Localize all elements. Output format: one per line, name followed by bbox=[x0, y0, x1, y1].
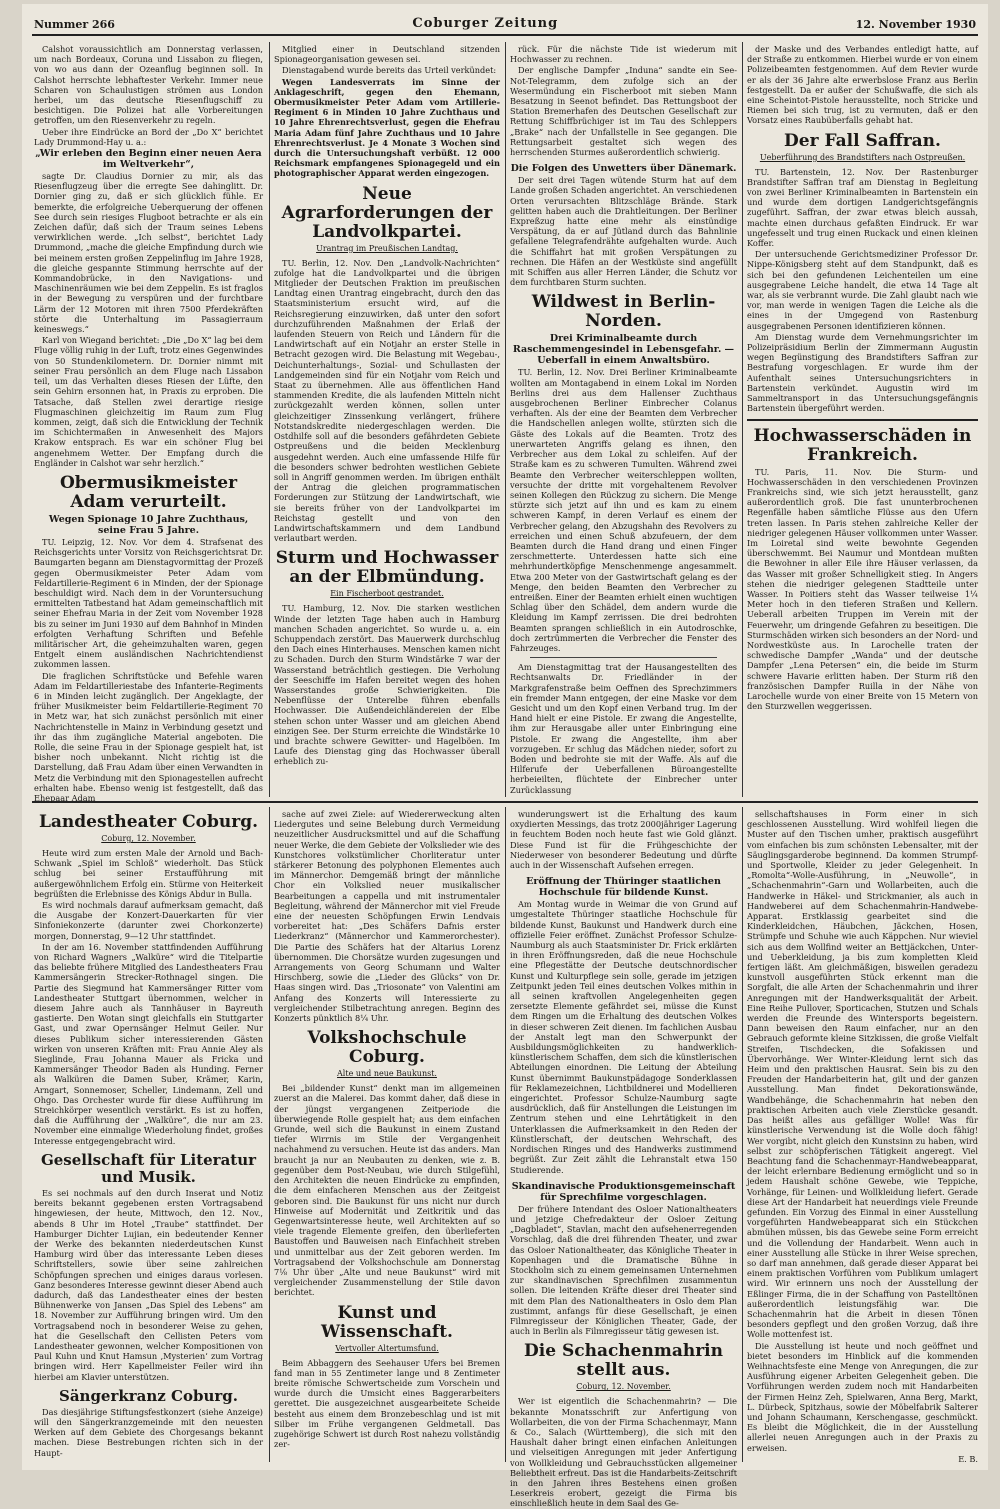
column-rule bbox=[269, 42, 270, 797]
article-text: TU. Bartenstein, 12. Nov. Der Rastenburger Brandstifter Saffran traf am Dienstag in Begleitung von zwei Berliner Kriminalbeamten in Bartenstein ein und wurde dem dortigen Landgerichtsgefängnis zugeführt. Saffran, der zwar etwas bleich aussah, machte einen durchaus gefaßten Eindruck. Er war ungefesselt und trug einen Ruckack und einen kleinen Koffer. bbox=[747, 166, 978, 249]
headline-schachenmahrin: Die Schachenmahrin stellt aus. bbox=[524, 1341, 723, 1381]
column-3 bbox=[510, 44, 737, 796]
article-text: Am Dienstag wurde dem Vernehmungsrichter im Polizeipräsidium Berlin der Zimmermann Augustin wegen Begünstigung des Brandstifters Saffran zur Bestrafung vorgeschlagen. Er wurde ihm der Aufenthalt seines Untersuchungsrichters in Bartenstein verkündet. Augustin wird im Sammeltransport in das Untersuchungsgefängnis Bartenstein übergeführt werden. bbox=[747, 331, 978, 414]
article-text: Karl von Wiegand berichtet: „Die „Do X“ lag bei dem Fluge völlig ruhig in der Luft, trotz eines Gegenwindes von 50 Stundenkilometern. Dr. Dornier nimmt mit seiner Frau persönlich an dem Fluge nach Lissabon teil, um das Verhalten dieses Riesen der Lüfte, den sein Gehirn ersonnen hat, in Praxis zu erproben. Die Tatsache, daß Stellen zwei derartige riesige Flugmaschinen gleichzeitig im Raum zum Flug kommen, zeigt, daß sich die Entwicklung der Technik im Schichtermaßen in Anwesenheit des Majors Krakow entsprach. Es war ein schöner Flug bei angenehmem Wetter. Der Empfang durch die Engländer in Calshot war sehr herzlich.“ bbox=[34, 335, 263, 468]
lower-column-1 bbox=[34, 809, 263, 1464]
headline-literatur: Gesellschaft für Literatur und Musik. bbox=[40, 1150, 257, 1186]
column-4 bbox=[747, 44, 978, 796]
article-text: wunderungswert ist die Erhaltung des kaum oxydierten Messings, das trotz 2000jähriger Lagerung in feuchtem Boden noch heute fast wie Gold glänzt. Diese Fund ist für die Frühgeschichte der Niederweser von besonderer Bedeutung und dürfte auch in der Wissenschaft Aufsehen erregen. bbox=[510, 809, 738, 871]
column-rule bbox=[742, 42, 743, 797]
headline-kunst: Kunst und Wissenschaft. bbox=[321, 1302, 453, 1342]
article-text: Dienstagabend wurde bereits das Urteil verkündet: bbox=[282, 65, 497, 76]
article-text: rück. Für die nächste Tide ist wiederum mit Hochwasser zu rechnen. bbox=[510, 44, 737, 65]
article-text: TU. Hamburg, 12. Nov. Die starken westlichen Winde der letzten Tage haben auch in Hamburg manchen Schaden angerichtet. So wurde u. a. ein Schuppendach zerstört. Das Mauerwerk durchschlug den Dach eines Hinterhauses. Menschen kamen nicht zu Schaden. Durch den Sturm Windstärke 7 war der Wasserstand beträchtlich gestiegen. Die Verholung der Seeschiffe im Hafen bereitet wegen des hohen Wasserstandes große Schwierigkeiten. Die Nebenflüsse der Unterelbe führen ebenfalls Hochwasser. Die Außendeichländereien der Elbe stehen schon unter Wasser und am gleichen Abend einzigen See. Der Sturm erreichte die Windstärke 10 und brachte schwere Gewitter- und Hagelböen. Im Laufe des Dienstag ging das Hochwasser überall erheblich zu- bbox=[274, 603, 500, 767]
subheadline-volkshochschule: Alte und neue Baukunst. bbox=[337, 1069, 437, 1079]
article-text: Der seit drei Tagen wütende Sturm hat auf dem Lande großen Schaden angerichtet. An verschiedenen Orten verursachten Blitzschläge Brände. Stark gelitten haben auch die Drahtleitungen. Der Berliner Expreßzug hatte eine mehr als einstündige Verspätung, da er auf Jütland durch das Bahnlinie gefallene Telegrafendrähte aufgehalten wurde. Auch die Schiffahrt hat mit großen Verspätungen zu rechnen. Die Häfen an der Westküste sind angefüllt mit Schiffen aus aller Herren Länder, die Schutz vor dem furchtbaren Sturm suchten. bbox=[510, 175, 737, 288]
headline-sturm: Sturm und Hochwasser an der Elbmündung. bbox=[275, 548, 499, 588]
headline-wildwest: Wildwest in Berlin-Norden. bbox=[531, 292, 716, 332]
column-rule bbox=[505, 807, 506, 1462]
article-text: Bei „bildender Kunst“ denkt man im allgemeinen zuerst an die Malerei. Das kommt daher, daß diese in der jüngst vergangenen Zeitperiode die überwiegende Rolle gespielt hat; aus dem einfachen Grunde, weil sich die Baukunst in einem Zustand tiefer Wirrnis im Stile der Vergangenheit nachahmend zu versuchen. Heute ist das anders. Man braucht ja nur an Neubauten zu denken, wie z. B. gegenüber dem Post-Neubau, wie durch Stilgefühl, den Architekten die neuen Eindrücke zu empfinden, die dem einfacheren Menschen aus der Zeitgeist geboren sind. Die Baukunst für uns nicht nur durch Hinweise auf Modernität und Zeitkritik und das Gegenwartsinteresse heute, weil Architekten auf so viele tragende Elemente greifen, den überlieferten Baustoffen und Bauweisen nach Einfachheit streben und unmittelbar aus der Zeit geboren werden. Im Vortragsabend der Volkshochschule am Donnerstag 7⅛ Uhr über „Alte und neue Baukunst“ wird mit vergleichender Zusammenstellung der Stile davon berichtet. bbox=[274, 1083, 500, 1298]
article-text: sagte Dr. Claudius Dornier zu mir, als das Riesenflugzeug über die erregte See dahinglitt. Dr. Dornier ging zu, daß er sich glücklich fühle. Er bemerkte, die erfolgreiche Ueberquerung der offenen See durch sein riesiges Flugboot betrachte er als ein Zeichen dafür, daß sich der Traum seines Lebens verwirklichen werde. „Ich selbst“, berichtet Lady Drummond, „mache die gleiche Empfindung durch wie bei meinem ersten großen Zeppelinflug im Jahre 1928, die gleiche gespannte Stimmung herrschte auf der Kommandobrücke, in den Navigations- und Maschinenräumen wie bei dem Zeppelin. Es ist fraglos in der Bewegung zu verspüren und der furchtbare Lärm der 12 Motoren mit ihren 7500 Pferdekräften störte die Unterhaltung im Passagierraum keineswegs.“ bbox=[34, 171, 263, 335]
column-1 bbox=[34, 44, 263, 803]
newspaper-title: Coburger Zeitung bbox=[412, 16, 559, 31]
article-text: sellschaftshauses in Form einer in sich geschlossenen Ausstellung. Wird wohlfeil liegen die Muster auf den Tischen umher, praktisch ausgeführt vom einfachen bis zum schönsten Lebensalter, mit der Säuglingsgarderobe beginnend. Da kommen Strumpf- und Sportwolle, Kleider zu jeder Gelegenheit. In „Romolta“-Wolle-Ausführung, in „Neuwolle“, in „Schachenmahrin“-Garn und Wollarbeiten, auch die Handwerke in Häkel- und Strickmanier, als auch in Handweberei auf dem Schachenmahrin-Handwebe-Apparat. Erstklassig gearbeitet sind die Kinderkleidchen, Häubchen, Jäckchen, Hosen, Strümpfe und Schuhe wie auch Käppchen. Nur wieviel sich aus dem Wollfind weiter an Bettjäckchen, Unter- und Ueberkleidung, ja bis zum kompletten Kleid fertigen läßt. Am gleichmäßigen, bisweilen geradezu kunstvoll ausgeführten Stück erkennt man die Sorgfalt, die alle Arten der Schachenmahrin und ihrer Anregungen mit der Handwerksqualität der Arbeit. Eine Reihe Pullover, Sporticachen, Stutzen und Schals werden die Freunde des Wintersports begeistern. Dann beweisen den Raum einfacher, nur an den Gebrauch geformte kleine Sitzkissen, die große Vielfalt Streifen, Tischdecken, die Sofakissen und Übervorhänge. Wer Winter-Kleidung lernt sich das Heim und den praktischen Hausrat. Sein bis zu den Freuden der Handarbeiterin hat, gilt und der ganzen Ausstellung. Man findet Dekorationswände, Wandbehänge, die Schachenmahrin hat neben den praktischen Arbeiten auch viele Zierstücke gesandt. Das heißt alles aus gefälliger Wolle! Was für künstlerische Verwendung ist die Wolle doch fähig! Wer vorgibt, nicht gleich den Kunstsinn zu haben, wird selbst zur schöpferischen Tätigkeit angeregt. Viel Beachtung fand die Schachenmayr-Handwebeapparat, der leicht erlernbare Bedienung ermöglicht und so in jedem Haushalt schöne Gewebe, wie Teppiche, Vorhänge, für Leinen- und Wollkleidung liefert. Gerade diese Art der Handarbeit hat neuerdings viele Freunde gefunden. Ein Vorzug des Einmal in einer Ausstellung vorgeführten Handwebeapparat sich ein Stückchen abmühen müssen, bis das Gewebe seine Form erreicht und die Vollendung der Handarbeit. Wenn auch in einer Ausstellung alle Stücke in ihrer Weise sprechen, so darf man annehmen, daß gerade dieser Apparat bei einem praktischen Vorführen vom Publikum umlagert wird. Wir erinnern uns noch der Ausstellung der Eßlinger Firma, die in der Schaffung von Pastelltönen außerordentlich leistungsfähig war. Die Schachenmahrin hat die Arbeit in diesen Tönen besonders gepflegt und den großen Vorzug, daß ihre Wolle mottenfest ist. bbox=[747, 809, 978, 1340]
article-text: Die fraglichen Schriftstücke und Befehle waren Adam im Feldartilleriestabe des Infanterie-Regiments 6 in Minden leicht zugänglich. Der Angeklagte, der früher Musikmeister beim Feldartillerie-Regiment 70 in Metz war, hat sich zunächst persönlich mit einer Nachrichtenstelle in Mainz in Verbindung gesetzt und ihr das ihm zugängliche Material angeboten. Die Rolle, die seine Frau in der Spionage gespielt hat, ist bisher noch unbekannt. Nicht richtig ist die Darstellung, daß Frau Adam über einen Verwandten in Metz die Verbindung mit den Spionagestellen aufrecht erhalten habe. Ebenso wenig ist festgestellt, daß das Ehepaar Adam bbox=[34, 670, 263, 803]
subheadline-saffran: Ueberführung des Brandstifters nach Ostpreußen. bbox=[759, 152, 966, 162]
divider bbox=[747, 419, 978, 421]
column-2 bbox=[274, 44, 500, 796]
article-text: In der am 16. November stattfindenden Aufführung von Richard Wagners „Walküre“ wird die Titelpartie das beliebte frühere Mitglied des Landestheaters Frau Kammersängerin Strecker-Rothnagel singen. Die Partie des Siegmund hat Kammersänger Ritter vom Landestheater Stuttgart übernommen, welcher in diesem Jahre auch als Tannhäuser in Bayreuth gastierte. Den Wotan singt gleichfalls ein Stuttgarter Gast, und zwar Opernsänger Helmut Geiler. Nur dieses Publikum sicher interessierenden Gästen wirken von unseren Kräften mit: Frau Annie Aley als Sieglinde, Frau Johanna Mauer als Fricka und Kammersänger Theodor Baden als Hunding. Ferner als Walküren die Damen Suber, Krämer, Karin, Arngart, Sonnemoser, Scheller, Lindemann, Zell und Ohgo. Das Orchester wurde für diese Aufführung im Streichkörper wesentlich verstärkt. Es ist zu hoffen, daß die Aufführung der „Walküre“, die nur am 23. November eine einmalige Wiederholung findet, großes Interesse entgegengebracht wird. bbox=[34, 941, 263, 1146]
dateline: Coburg, 12. November. bbox=[576, 1382, 671, 1392]
issue-date: 12. November 1930 bbox=[855, 18, 976, 31]
lower-column-3 bbox=[510, 809, 738, 1509]
article-text: TU. Paris, 11. Nov. Die Sturm- und Hochwasserschäden in den verschiedenen Provinzen Frankreichs sind, wie sich jetzt herausstellt, ganz außerordentlich groß. Die fast ununterbrochenen Regenfälle haben sämtliche Flüsse aus den Ufern treten lassen. In Paris stehen zahlreiche Keller der niedriger gelegenen Häuser vollkommen unter Wasser. Im Loiretal sind weite bewohnte Gegenden überschwemmt. Bei Naumur und Montdean mußten die Bewohner in aller Eile ihre Häuser verlassen, da das Wasser mit großer Schnelligkeit stieg. In Angers stehen die niedriger gelegenen Stadtteile unter Wasser. In Poitiers steht das Wasser teilweise 1¼ Meter hoch in den tieferen Straßen und Kellern. Ueberall arbeiten Truppen im Verein mit der Feuerwehr, um dringende Gefahren zu beseitigen. Die Sturmschäden wirken sich besonders an der Nord- und Nordwestküste aus. In Larochelle traten der schwedische Dampfer „Wanda“ und der deutsche Dampfer „Lena Petersen“ ein, die beide im Sturm schwere Havarie erlitten haben. Der Sturm riß den französischen Dampfer Ruilla in der Nähe von Larochelle wurde von einer Breite von 15 Metern von den Sturzwellen weggerissen. bbox=[747, 466, 978, 712]
headline-saengerkranz: Sängerkranz Coburg. bbox=[58, 1386, 238, 1405]
column-rule bbox=[269, 807, 270, 1462]
dateline: Coburg, 12. November. bbox=[101, 834, 196, 843]
article-text: Der frühere Intendant des Osloer Nationaltheaters und jetzige Chefredakteur der Osloer Zeitung „Dagbladet“, Stavlan, macht den aufsehenerregenden Vorschlag, daß die drei führenden Theater, und zwar das Osloer Nationaltheater, das Königliche Theater in Kopenhagen und die Dramatische Bühne in Stockholm sich zu einem gemeinsamen Unternehmen zur skandinavischen Sprechfilmen zusammentun sollen. Die leitenden Kräfte dieser drei Theater sind mit dem Plan des Nationaltheaters in Oslo dem Plan zustimmt, anfangs für diese Gesellschaft, je einen Filmregisseur der Königlichen Theater, Gade, der auch in Berlin als Filmregisseur tätig gewesen ist. bbox=[510, 1203, 737, 1337]
headline-adam: Obermusikmeister Adam verurteilt. bbox=[59, 472, 238, 512]
article-text: der Maske und des Verbandes entledigt hatte, auf der Straße zu entkommen. Hierbei wurde er von einem Polizeibeamten festgenommen. Auf dem Revier wurde er als der 36 Jahre alte erwerbslose Franz aus Berlin festgestellt. Da er außer der Schußwaffe, die sich als eine Scheintot-Pistole herausstellte, noch Stricke und Riemen bei sich trug, ist zu vermuten, daß er den Vorsatz eines Raubüberfalls gehabt hat. bbox=[747, 44, 978, 126]
subheadline-agrar: Urantrag im Preußischen Landtag. bbox=[316, 243, 458, 253]
divider bbox=[530, 657, 717, 658]
subheadline-sturm: Ein Fischerboot gestrandet. bbox=[330, 589, 444, 599]
article-text: Am Montag wurde in Weimar die von Grund auf umgestaltete Thüringer staatliche Hochschule für bildende Kunst, Baukunst und Handwerk durch eine offizielle Feier eröffnet. Zunächst Professor Schulze-Naumburg als auch Staatsminister Dr. Frick erklärten in ihren Eröffnungsreden, daß die neue Hochschule eine Pflegestätte der Deutsche deutschnordischer Kunst und Kulturpflege sein solle, gerade im jetzigen Zeitpunkt jeden Teil eines deutschen Volkes mithin in all seinen kraftvollen Angelegenheiten gegen zersetzte Elemente gefährdet sei, müsse die Kunst dem Ringen um die Erhaltung des deutschen Volkes in dieser schweren Zeit dienen. Im fachlichen Ausbau der Anstalt legt man den Schwerpunkt der Ausbildungsmöglichkeiten zu handwerklich-künstlerischem Schaffen, dem sich die künstlerischen Abteilungen einordnen. Die Leitung der Abteilung Kunst übernimmt Baukunstpädagoge Sonderklassen für Reklamezeichnen, Lichtbildnerei und Modellieren eingerichtet. Professor Schulze-Naumburg sagte ausdrücklich, daß für Anstellungen die Leistungen im Zentrum stehen und eine Lehrtätigkeit in den Unterklassen die Aufmerksamkeit in den Reden der Künstlerschaft, der deutschen Wehrschaft, des Nordischen Ringes und des Handwerks zustimmend begrüßt. Zur Zeit zählt die Lehranstalt etwa 150 Studierende. bbox=[510, 899, 737, 1175]
article-text: Mitglied einer in Deutschland sitzenden Spionageorganisation gewesen sei. bbox=[274, 44, 500, 65]
subheadline-kunst: Vertvoller Altertumsfund. bbox=[335, 1343, 439, 1353]
lower-column-4 bbox=[747, 809, 978, 1464]
article-text: Calshot voraussichtlich am Donnerstag verlassen, um nach Bordeaux, Coruna und Lissabon zu fliegen, von wo aus dann der Ozeanflug beginnen soll. In Calshot herrschte lebhaftester Verkehr. Immer neue Scharen von Schaulustigen strömen aus London herbei, um das deutsche Riesenflugschiff zu besichtigen. Die Polizei hat alle Vorbereitungen getroffen, um den Riesenverkehr zu regeln. bbox=[34, 44, 263, 126]
headline-volkshochschule: Volkshochschule Coburg. bbox=[307, 1028, 467, 1068]
article-text: Ueber ihre Eindrücke an Bord der „Do X“ berichtet Lady Drummond-Hay u. a.: bbox=[34, 126, 263, 147]
article-text: Heute wird zum ersten Male der Arnold und Bach-Schwank „Spiel im Schloß“ wiederholt. Das Stück schlug bei seiner Erstaufführung mit außergewöhnlichem Erfolg ein. Stürme von Heiterkeit begrüßten die Erlebnisse des Königs Abdur in Bulla. bbox=[34, 848, 263, 899]
subheadline-wildwest: Drei Kriminalbeamte durch Raschemmengesindel in Lebensgefahr. — Ueberfall in einem Anwaltsbüro. bbox=[512, 333, 735, 367]
lower-column-2 bbox=[274, 809, 500, 1464]
headline-daenemark: Die Folgen des Unwetters über Dänemark. bbox=[510, 163, 737, 175]
column-rule bbox=[505, 42, 506, 797]
quote-heading: „Wir erleben den Beginn einer neuen Aera im Weltverkehr“, bbox=[35, 148, 262, 171]
article-text: Es sei nochmals auf den durch Inserat und Notiz bereits bekannt gegebenen ersten Vortragsabend hingewiesen, der heute, Mittwoch, den 12. Nov., abends 8 Uhr im Hotel „Traube“ stattfindet. Der Hamburger Dichter Lujian, ein bedeutender Kenner der Werke des bekannten niederdeutschen Kunst Hamburg wird über das interessante Leben dieses Schriftstellers, sowie über seine zahlreichen Schöpfungen sprechen und einiges daraus vorlesen. Ganz besonderes Interesse gewinnt dieser Abend auch dadurch, daß das Landestheater eines der besten Bühnenwerke von Jansen „Das Spiel des Lebens“ am 18. November zur Aufführung bringen wird. Um den Vortragsabend noch in besonderer Weise zu gehen, hat die Gesellschaft den Cellisten Peters vom Landestheater gewonnen, welcher Kompositionen von Paul Kuhn und Knut Hamsun ‚Mysterien‘ zum Vortrag bringen wird. Herr Kapellmeister Feiler wird ihn hierbei am Klavier unterstützen. bbox=[34, 1187, 263, 1382]
article-text: Es wird nochmals darauf aufmerksam gemacht, daß die Ausgabe der Konzert-Dauerkarten für vier Sinfoniekonzerte (darunter zwei Chorkonzerte) morgen, Donnerstag, 9—12 Uhr stattfindet. bbox=[34, 900, 263, 941]
headline-agrar: Neue Agrarforderungen der Landvolkpartei. bbox=[281, 183, 493, 242]
signature: E. B. bbox=[958, 1453, 978, 1464]
masthead bbox=[32, 14, 978, 36]
article-text: sache auf zwei Ziele: auf Wiedererweckung alten Liedergutes und seine Belebung durch Vermeidung neuzeitlicher Ausdrucksmittel und auf die Schaffung neuer Werke, die dem Gebiete der Volkslieder wie des Kunstchores volkstümlicher Chorliteratur unter stärkerer Betonung des polyphonen Elementes auch im Männerchor. Demgemäß bringt der männliche Chor ein Volkslied neuer musikalischer Bearbeitungen a cappella und mit instrumentaler Begleitung, während der Männerchor mit viel Freude eine der neuesten Schöpfungen Erwin Lendvais vorbereitet hat: „Des Schäfers Dafnis erster Liederkranz“ (Männerchor und Kammerorchester). Die Partie des Schäfers hat der Altarius Lorenz übernommen. Die Chorsätze wurden zugesungen und Arrangements von Georg Schumann und Walter Hirschberg, sowie die „Lieder des Glücks“ von Dr. Haas singen wird. Das „Triosonate“ von Valentini am Anfang des Konzerts will Interessierte zu vergleichender Stilbetrachtung anregen. Beginn des Konzerts pünktlich 8¼ Uhr. bbox=[274, 809, 500, 1024]
newspaper-page bbox=[22, 4, 988, 1509]
headline-sprechfilme: Skandinavische Produktionsgemeinschaft für Sprechfilme vorgeschlagen. bbox=[511, 1180, 736, 1203]
article-text: TU. Berlin, 12. Nov. Den „Landvolk-Nachrichten“ zufolge hat die Landvolkpartei und die übrigen Mitglieder der Deutschen Fraktion im preußischen Landtag einen Urantrag eingebracht, durch den das Staatsministerium ersucht wird, auf die Reichsregierung einzuwirken, daß unter den sofort durchzuführenden Maßnahmen der Erlaß der laufenden Steuern von Reich und Ländern für die Landwirtschaft auf ein Notjahr an erster Stelle in Betracht gezogen wird. Die Belastung mit Wegebau-, Deichunterhaltungs-, Sozial- und Schullasten der Landgemeinden sind für ein Notjahr vom Reich und Staat zu übernehmen. Alle aus öffentlichen Hand stammenden Kredite, die als laufenden Mitteln nicht zurückgezahlt werden können, sollen unter gleichzeitiger Zinssenkung verlängert, frühere Notstandskredite niedergeschlagen werden. Die Ostdhilfe soll auf die besonders gefährdeten Gebiete Ostpreußens und die beiden Mecklenburg ausgedehnt werden. Auch eine umfassende Hilfe für die besonders schwer bedrohten westlichen Gebiete soll in Angriff genommen werden. Im übrigen enthält der Antrag die gleichen programmatischen Forderungen zur Stützung der Landwirtschaft, wie sie bereits früher von der Landvolkpartei im Reichstag gestellt und von den Landwirtschaftskammern und dem Landbund verlautbart werden. bbox=[274, 257, 500, 544]
verdict-text: Wegen Landesverrats im Sinne der Anklageschrift, gegen den Ehemann, Obermusikmeister Peter Adam vom Artillerie-Regiment 6 in Minden 10 Jahre Zuchthaus und 10 Jahre Ehrenrechtsverlust, gegen die Ehefrau Maria Adam fünf Jahre Zuchthaus und 10 Jahre Ehrenrechtsverlust. Je 4 Monate 3 Wochen sind durch die Untersuchungshaft verbüßt. 12 000 Reichsmark empfangenes Spionagegeld und ein photographischer Apparat werden eingezogen. bbox=[274, 76, 500, 179]
subheadline-adam: Wegen Spionage 10 Jahre Zuchthaus, seine Frau 5 Jahre. bbox=[48, 513, 249, 536]
article-text: Der englische Dampfer „Induna“ sandte ein See-Not-Telegramm, dem zufolge sich an der Wesermündung ein Fischerboot mit sieben Mann Besatzung in Seenot befindet. Das Rettungsboot der Station Bremerhafen des Deutschen Gesellschaft zur Rettung Schiffbrüchiger ist im Tau des Schleppers „Brake“ nach der Unfallstelle in See gegangen. Die Rettungsarbeit gestaltet sich wegen des herrschenden Sturmes außerordentlich schwierig. bbox=[510, 65, 737, 158]
article-text: Wer ist eigentlich die Schachenmahrin? — Die bekannte Monatsschrift zur Anfertigung von Wollarbeiten, die von der Firma Schachenmayr, Mann & Co., Salach (Württemberg), die sich mit den Haushalt daher bringt einen einfachen Anleitungen und vielseitigen Anregungen mit jeder Anfertigung von Wollkleidung und Gebrauchsstücken allgemeiner Beliebtheit erfreut. Das ist die Handarbeits-Zeitschrift in den Jahren ihres Bestehens einen großen Leserkreis erobert, gezeigt die Firma bis einschließlich heute in dem Saal des Ge- bbox=[510, 1396, 737, 1509]
article-text: TU. Berlin, 12. Nov. Drei Berliner Kriminalbeamte wollten am Montagabend in einem Lokal im Norden Berlins drei aus dem Hallenser Zuchthaus ausgebrochenen Berliner Einbrecher Colanus verhaften. Als der eine der Beamten dem Verbrecher die Handschellen anlegen wollte, stürzten sich die Gäste des Lokals auf die Beamten. Trotz des unerwarteten Angriffs gelang es ihnen, den Verbrecher aus dem Lokal zu schleifen. Auf der Straße kam es zu schweren Tumulten. Während zwei Beamte den Verbrecher weiterschleppen wollten, versuchte der dritte mit vorgehaltenem Revolver seinen Kollegen den Rückzug zu sichern. Die Menge stürzte sich jetzt auf ihn und es kam zu einem schweren Kampf, in deren Verlauf es einem der Verbrecher gelang, den Abzugshahn des Revolvers zu erreichen und einen Schuß abzufeuern, der dem Beamten durch die Hand drang und einen Finger zerschmetterte. Unterdessen hatte sich eine mehrhundertköpfige Menschenmenge angesammelt. Etwa 200 Meter von der Gastwirtschaft gelang es der Menge, den beiden Beamten den Verbrecher zu entreißen. Einer der Beamten erhielt einen wuchtigen Schlag über den Schädel, dem andern wurde die Kleidung im Kampf zerrissen. Die drei bedrohten Beamten sprangen schließlich in ein Autodroschke, doch zertrümmerten die Verbrecher die Fenster des Fahrzeuges. bbox=[510, 367, 737, 653]
headline-hochschule: Eröffnung der Thüringer staatlichen Hochschule für bildende Kunst. bbox=[526, 876, 721, 899]
headline-saffran: Der Fall Saffran. bbox=[784, 130, 941, 151]
article-text: Beim Abbaggern des Seehauser Ufers bei Bremen fand man in 55 Zentimeter lange und 8 Zentimeter breite römische Schwertscheide zum Vorschein und wurde durch die Umsicht eines Baggerarbeiters gerettet. Die ausgezeichnet ausgearbeitete Scheide besteht aus einem dem Bronzebeschlag und ist mit Silber im Frühe vergangenen Geldmetall. Das zugehörige Schwert ist durch Rost nahezu vollständig zer- bbox=[274, 1357, 500, 1450]
article-text: Das diesjährige Stiftungsfestkonzert (siehe Anzeige) will den Sängerkranzgemeinde mit den neuesten Werken auf dem Gebiete des Chorgesangs bekannt machen. Diese Bestrebungen richten sich in der Haupt- bbox=[34, 1406, 263, 1458]
headline-landestheater: Landestheater Coburg. bbox=[38, 812, 259, 832]
article-text: Am Dienstagmittag trat der Hausangestellten des Rechtsanwalts Dr. Friedländer in der Markgrafenstraße beim Oeffnen des Sprechzimmers ein fremder Mann entgegen, der eine Maske vor dem Gesicht und um den Kopf einen Verband trug. Im der Hand hielt er eine Pistole. Er zwang die Angestellte, ihm zur Herausgabe aller unter Einbringung eine Pistole. Er zwang die Angestellte, ihm aber vorzugeben. Er schlug das Mädchen nieder, sofort zu Boden und bedrohte sie mit der Waffe. Als auf die Hilferufe der Ueberfallenen Büroangestellte herbeieilten, flüchtete der Einbrecher unter Zurücklassung bbox=[510, 662, 737, 795]
issue-number: Nummer 266 bbox=[34, 18, 115, 31]
article-text: TU. Leipzig, 12. Nov. Vor dem 4. Strafsenat des Reichsgerichts unter Vorsitz von Reichsgerichtsrat Dr. Baumgarten begann am Dienstagvormittag der Prozeß gegen Obermusikmeister Peter Adam vom Feldartillerie-Regiment 6 in Minden, der der Spionage beschuldigt wird. Nach dem in der Voruntersuchung ermittelten Tatbestand hat Adam gemeinschaftlich mit seiner Ehefrau Maria in der Zeit vom November 1928 bis zu seiner im Juni 1930 auf dem Bahnhof in Minden erfolgten Verhaftung Schriften und Befehle militärischer Art, die geheimzuhalten waren, gegen Entgelt einem ausländischen Nachrichtendienst zukommen lassen. bbox=[34, 536, 263, 670]
article-text: Der untersuchende Gerichtsmediziner Professor Dr. Nippe-Königsberg steht auf dem Standpunkt, daß es sich bei den gefundenen Leichenteilen um eine ausgegrabene Leiche handelt, die etwa 14 Tage alt war, als sie verbrannt wurde. Die Zahl glaubt nach wie vor, man werde in wenigen Tagen die Leiche als die eines in der Umgegend von Rastenburg ausgegrabenen Personen identifizieren können. bbox=[747, 249, 978, 331]
article-text: Die Ausstellung ist heute und noch geöffnet und bietet besonders im Hinblick auf die kommenden Weihnachtsfeste eine Menge von Anregungen, die zur Ausführung eigener Arbeiten Gelegenheit geben. Die Vorführungen werden zudem noch mit Handarbeiten der Firmen Heinz Zeh, Spielwaren, Anna Berg, Markt, L. Dürbeck, Spitzhaus, sowie der Möbelfabrik Salterer und Johann Schaumann, Kerschengasse, geschmückt. Es bleibt die Möglichkeit, die in der Ausstellung allerlei neuen Anregungen auch in der Praxis zu erweisen. bbox=[747, 1340, 978, 1453]
column-rule bbox=[742, 807, 743, 1462]
headline-frankreich: Hochwasserschäden in Frankreich. bbox=[753, 425, 972, 465]
